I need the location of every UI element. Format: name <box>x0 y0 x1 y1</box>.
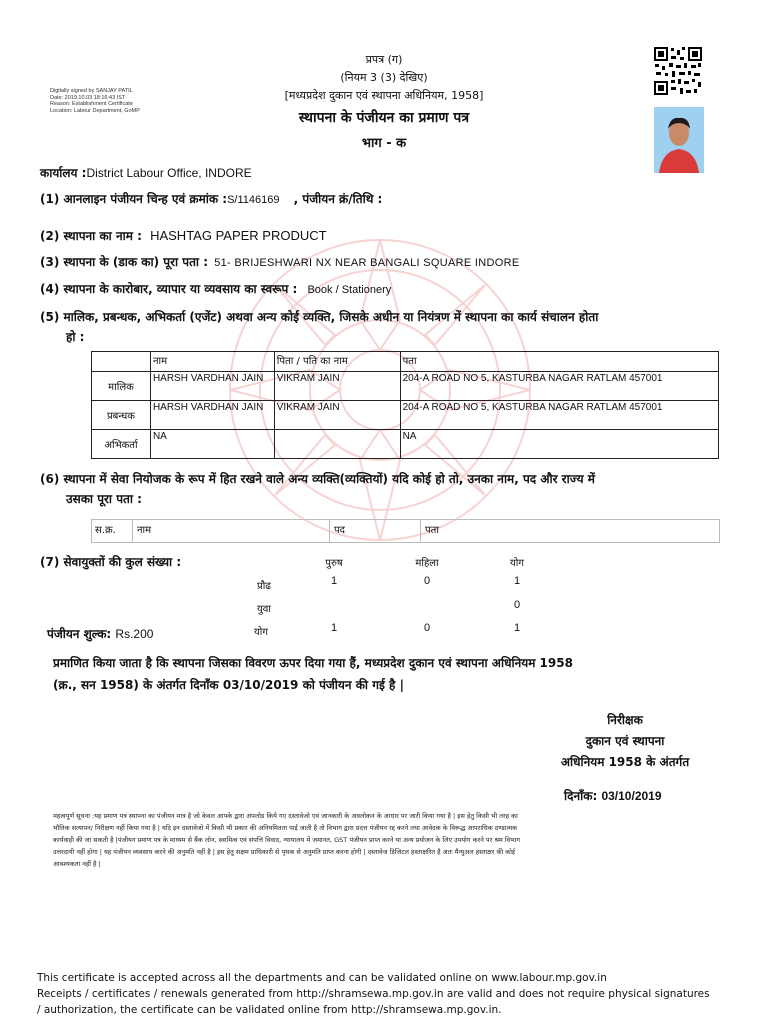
note-line: महत्वपूर्ण सूचना :यह प्रमाण पत्र स्थापना का पंजीयन मात्र है जो केवल आपके द्वारा अपलोड किये गए दस्तावेजो एवं जानकारी के अवलोकन के आधार पर जारी किया गया है | इस हेतु किसी भी तरह का <box>53 812 518 820</box>
field-5-line2: हो : <box>66 330 85 344</box>
name-cell: HARSH VARDHAN JAIN <box>150 401 274 430</box>
establishment-address: 51- BRIJESHWARI NX NEAR BANGALI SQUARE INDORE <box>214 257 520 269</box>
inspector-title: निरीक्षक <box>607 713 643 727</box>
fee-value: Rs.200 <box>115 627 154 641</box>
field-label: (3) स्थापना के (डाक का) पूरा पता : <box>40 255 208 269</box>
address-cell: 204-A ROAD NO 5, KASTURBA NAGAR RATLAM 457001 <box>400 401 718 430</box>
field-label: (2) स्थापना का नाम : <box>40 229 142 243</box>
table-row <box>92 401 719 430</box>
youth-total: 0 <box>513 599 521 611</box>
adult-male: 1 <box>330 575 338 587</box>
act-reference: [मध्यप्रदेश दुकान एवं स्थापना अधिनियम, 1958] <box>284 89 484 102</box>
form-number: प्रपत्र (ग) <box>365 53 403 66</box>
digital-signature-block <box>50 88 180 114</box>
note-line: आवश्यकता नहीं है | <box>53 860 101 868</box>
registration-number: S/1146169 <box>227 194 280 206</box>
note-line: कार्यवाही की जा सकती है |पंजीयन प्रमाण पत्र के माध्यम से बैंक लोन, स्वामित्व एवं संपत्ति विवाद, न्यायालय में जमानत, GST पंजीयन प्राप्त करने या अन्य प्रयोजन के लिए उपयोग करने पर श्रम विभाग <box>53 836 521 844</box>
field-5-line1: (5) मालिक, प्रबन्धक, अभिकर्ता (एजेंट) अथवा अन्य कोई व्यक्ति, जिसके अधीन या नियंत्रण में स्थापना का कार्य संचालन होता <box>40 310 599 324</box>
footer-line: Receipts / certificates / renewals generated from http://shramsewa.mp.gov.in are valid and does not require physical signatures <box>37 988 710 1000</box>
signature-line: Digitally signed by SANJAY PATIL <box>50 88 133 94</box>
table-row <box>92 430 719 459</box>
name-cell: NA <box>150 430 274 459</box>
section-6-line2: उसका पूरा पता : <box>66 492 142 506</box>
footer-line: / authorization, the certificate can be validated online from http://shramsewa.mp.gov.in. <box>37 1004 502 1016</box>
father-cell <box>274 430 400 459</box>
rule-reference: (नियम 3 (3) देखिए) <box>340 71 428 84</box>
issue-date <box>564 787 662 804</box>
father-cell: VIKRAM JAIN <box>274 401 400 430</box>
header-cell: पिता / पति का नाम <box>274 352 400 372</box>
row-youth: युवा <box>257 604 271 615</box>
address-cell: NA <box>400 430 718 459</box>
footer-line: This certificate is accepted across all the departments and can be validated online on www.labour.mp.gov.in <box>37 972 607 984</box>
header-cell: पद <box>334 525 345 536</box>
certification-line2: (क्र., सन 1958) के अंतर्गत दिनाँक 03/10/2019 को पंजीयन की गई है | <box>53 678 404 692</box>
field-business-type <box>40 280 391 297</box>
footer <box>37 970 737 1018</box>
employer-table <box>91 519 720 543</box>
important-note <box>53 810 713 870</box>
total-female: 0 <box>423 622 431 634</box>
fee-row <box>47 625 153 642</box>
col-total: योग <box>509 558 525 569</box>
signature-line: Location: Labour Department, GoMP <box>50 107 140 114</box>
header-cell: नाम <box>150 352 274 372</box>
section-6-line1: (6) स्थापना में सेवा नियोजक के रूप में हित रखने वाले अन्य व्यक्ति(व्यक्तियों) यदि कोई हो तो, उनका नाम, पद और राज्य में <box>40 472 595 486</box>
total-total: 1 <box>513 622 521 634</box>
registration-date-label: , पंजीयन क्रं/तिथि : <box>293 192 383 206</box>
field-establishment-name <box>40 227 327 244</box>
field-label: (4) स्थापना के कारोबार, व्यापार या व्यवसाय का स्वरूप : <box>40 282 298 296</box>
note-line: उत्तरदायी नहीं होगा | यह पंजीयन व्यवसाय करने की अनुमति नहीं है | इस हेतु सक्षम प्राधिकारी से पृथक से अनुमति प्राप्त करना होगी | दस्तावेज डिजिटल हस्ताक्षरित है अतः मैन्युअल हस्ताक्षर की कोई <box>53 848 516 856</box>
name-cell: HARSH VARDHAN JAIN <box>150 372 274 401</box>
total-male: 1 <box>330 622 338 634</box>
table-row <box>92 372 719 401</box>
header-cell: नाम <box>137 525 152 536</box>
adult-female: 0 <box>423 575 431 587</box>
inspector-dept: दुकान एवं स्थापना <box>585 734 665 748</box>
fee-label: पंजीयन शुल्क: <box>47 627 112 641</box>
header-cell: स.क्र. <box>95 525 116 536</box>
office-value: District Labour Office, INDORE <box>86 166 252 180</box>
table-header-row <box>92 352 719 372</box>
row-total: योग <box>254 627 269 638</box>
header-cell: पता <box>400 352 718 372</box>
role-cell: प्रबन्धक <box>92 401 151 430</box>
office-label: कार्यालय : <box>40 166 87 180</box>
part-label: भाग - क <box>361 136 407 151</box>
col-female: महिला <box>415 558 439 569</box>
role-cell: अभिकर्ता <box>92 430 151 459</box>
signature-line: Date: 2019.10.03 18:16:43 IST <box>50 94 126 101</box>
issue-date-value: 03/10/2019 <box>601 789 662 803</box>
field-registration-no <box>40 190 382 207</box>
page-title: स्थापना के पंजीयन का प्रमाण पत्र <box>298 110 470 126</box>
field-label: (1) आनलाइन पंजीयन चिन्ह एवं क्रमांक : <box>40 192 228 206</box>
note-line: भौतिक सत्यापन/ निरीक्षण नहीं किया गया है | यदि इन दस्तावेजो में किसी भी प्रकार की अनियमितता पाई जाती है तो विभाग द्वारा प्रदत्त पंजीयन रद्द करने तथा आवेदक के विरूद्ध आपराधिक दण्डात्मक <box>53 824 518 832</box>
qr-code-icon <box>653 46 703 96</box>
inspector-act: अधिनियम 1958 के अंतर्गत <box>560 755 690 769</box>
field-address <box>40 253 519 270</box>
header-cell: पता <box>425 525 439 536</box>
signature-line: Reason: Establishment Certificate <box>50 101 133 107</box>
owners-table <box>91 351 719 459</box>
certification-line1: प्रमाणित किया जाता है कि स्थापना जिसका विवरण ऊपर दिया गया हैं, मध्यप्रदेश दुकान एवं स्थापना अधिनियम 1958 <box>53 656 573 670</box>
address-cell: 204-A ROAD NO 5, KASTURBA NAGAR RATLAM 457001 <box>400 372 718 401</box>
adult-total: 1 <box>513 575 521 587</box>
employee-count-label: (7) सेवायुक्तों की कुल संख्या : <box>40 555 182 569</box>
establishment-name: HASHTAG PAPER PRODUCT <box>150 228 327 243</box>
business-type: Book / Stationery <box>307 284 392 296</box>
father-cell: VIKRAM JAIN <box>274 372 400 401</box>
row-adult: प्रौढ <box>257 581 271 592</box>
header-cell <box>92 352 151 372</box>
role-cell: मालिक <box>92 372 151 401</box>
office-row <box>40 164 252 181</box>
applicant-photo <box>654 107 704 173</box>
issue-date-label: दिनाँक: <box>564 789 598 803</box>
col-male: पुरुष <box>325 558 343 569</box>
